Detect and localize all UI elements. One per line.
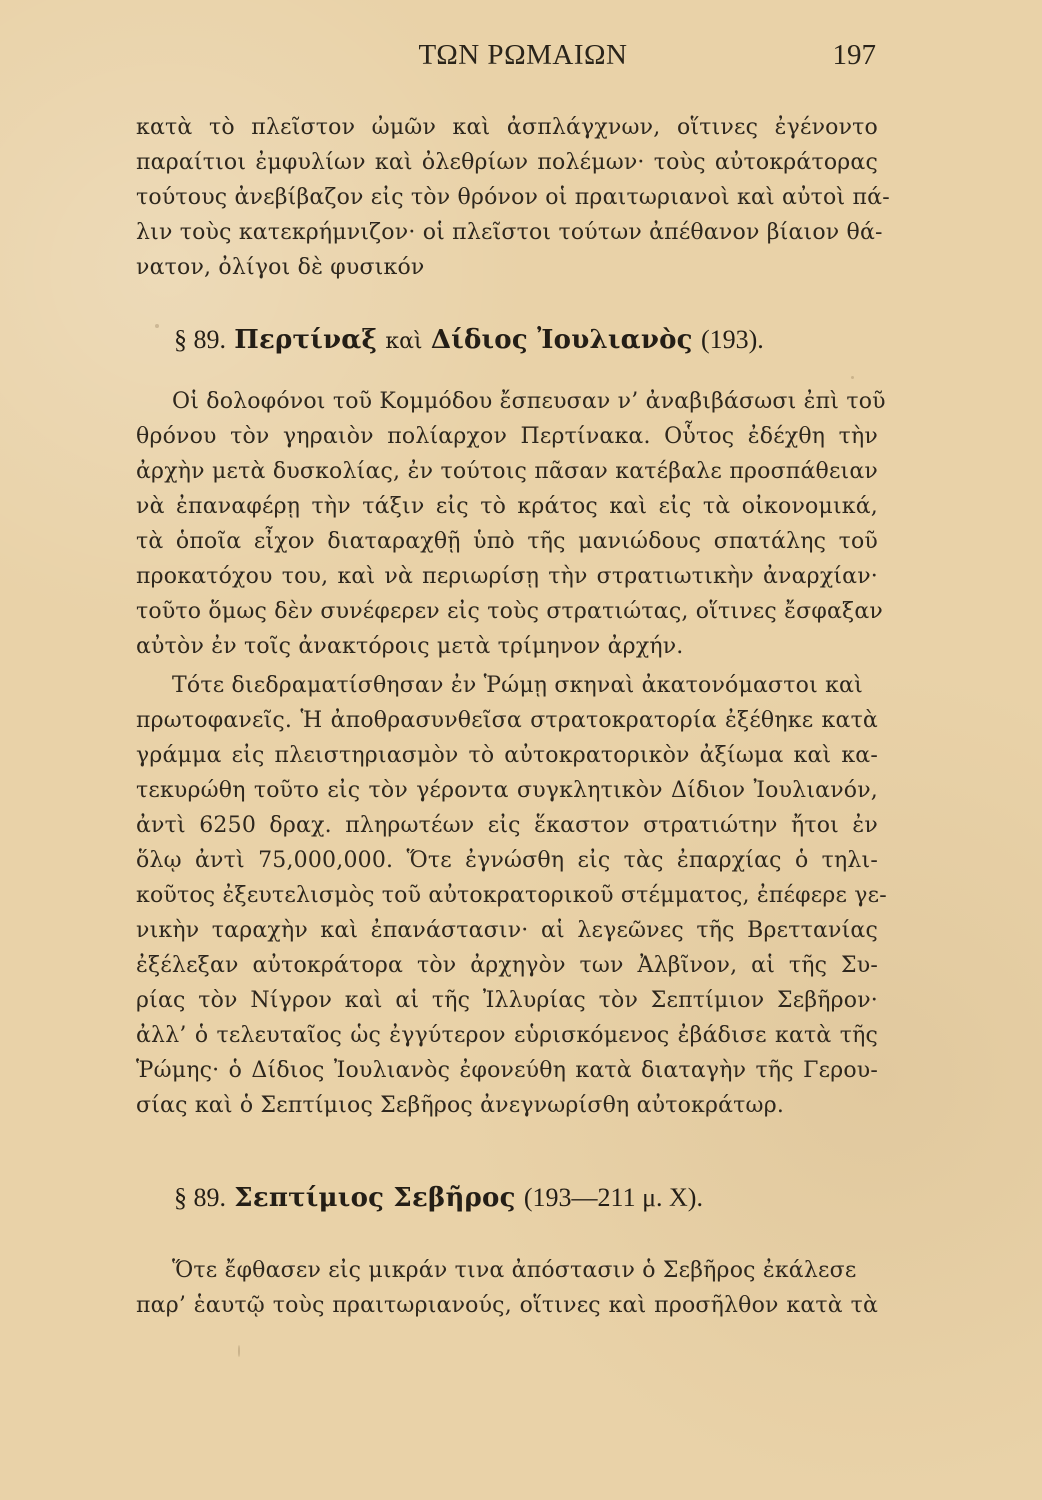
paragraph-1-line-4: λιν τοὺς κατεκρήμνιζον· οἱ πλεῖστοι τούτων ἀπέθανον βίαιον θά-: [136, 220, 883, 245]
section-number: § 89.: [174, 1183, 226, 1212]
paragraph-2-line-3: ἀρχὴν μετὰ δυσκολίας, ἐν τούτοις πᾶσαν κατέβαλε προσπάθειαν: [136, 459, 878, 484]
paragraph-3-line-7: κοῦτος ἐξευτελισμὸς τοῦ αὐτοκρατορικοῦ στέμματος, ἐπέφερε γε-: [136, 883, 887, 908]
paragraph-2-line-5: τὰ ὁποῖα εἶχον διαταραχθῇ ὑπὸ τῆς μανιώδους σπατάλης τοῦ: [136, 529, 878, 554]
paper-speck: [851, 376, 854, 379]
paragraph-1-line-5: νατον, ὀλίγοι δὲ φυσικόν: [136, 255, 425, 280]
paper-speck: [155, 324, 159, 328]
paragraph-3-line-1: Τότε διεδραματίσθησαν ἐν Ῥώμῃ σκηναὶ ἀκατονόμαστοι καὶ: [172, 673, 863, 698]
section-name-septimius-severus: Σεπτίμιος Σεβῆρος: [234, 1183, 516, 1213]
section-heading-pertinax: [174, 324, 764, 358]
paragraph-3-line-9: ἐξέλεξαν αὐτοκράτορα τὸν ἀρχηγὸν των Ἀλβῖνον, αἱ τῆς Συ-: [136, 953, 878, 978]
paragraph-3-line-8: νικὴν ταραχὴν καὶ ἐπανάστασιν· αἱ λεγεῶνες τῆς Βρεττανίας: [136, 918, 878, 943]
paragraph-3-line-2: πρωτοφανεῖς. Ἡ ἀποθρασυνθεῖσα στρατοκρατορία ἐξέθηκε κατὰ: [136, 708, 878, 733]
paper-mark: [238, 1345, 240, 1357]
paragraph-1-line-3: τούτους ἀνεβίβαζον εἰς τὸν θρόνον οἱ πραιτωριανοὶ καὶ αὐτοὶ πά-: [136, 185, 890, 210]
paragraph-2-line-4: νὰ ἐπαναφέρῃ τὴν τάξιν εἰς τὸ κράτος καὶ εἰς τὰ οἰκονομικά,: [136, 494, 878, 519]
paragraph-3-line-10: ρίας τὸν Νίγρον καὶ αἱ τῆς Ἰλλυρίας τὸν Σεπτίμιον Σεβῆρον·: [136, 988, 878, 1013]
section-name-pertinax: Περτίναξ: [234, 325, 378, 355]
paragraph-1-line-1: κατὰ τὸ πλεῖστον ὠμῶν καὶ ἀσπλάγχνων, οἵτινες ἐγένοντο: [136, 115, 878, 140]
paragraph-3-line-3: γράμμα εἰς πλειστηριασμὸν τὸ αὐτοκρατορικὸν ἀξίωμα καὶ κα-: [136, 743, 878, 768]
section-name-didius-julianus: Δίδιος Ἰουλιανὸς: [430, 325, 693, 355]
paragraph-3-line-13: σίας καὶ ὁ Σεπτίμιος Σεβῆρος ἀνεγνωρίσθη αὐτοκράτωρ.: [136, 1093, 785, 1118]
paragraph-2-line-6: προκατόχου του, καὶ νὰ περιωρίσῃ τὴν στρατιωτικὴν ἀναρχίαν·: [136, 564, 878, 589]
paragraph-3-line-4: τεκυρώθη τοῦτο εἰς τὸν γέροντα συγκλητικὸν Δίδιον Ἰουλιανόν,: [136, 778, 878, 803]
paragraph-2-line-1: Οἱ δολοφόνοι τοῦ Κομμόδου ἔσπευσαν ν’ ἀναβιβάσωσι ἐπὶ τοῦ: [172, 389, 886, 414]
paragraph-2-line-8: αὐτὸν ἐν τοῖς ἀνακτόροις μετὰ τρίμηνον ἀρχήν.: [136, 634, 684, 659]
section-heading-septimius-severus: [174, 1182, 703, 1214]
section-number: § 89.: [174, 325, 226, 354]
page-number: 197: [832, 39, 876, 71]
paragraph-2-line-7: τοῦτο ὅμως δὲν συνέφερεν εἰς τοὺς στρατιώτας, οἵτινες ἔσφαξαν: [136, 599, 883, 624]
paragraph-4-line-2: παρ’ ἑαυτῷ τοὺς πραιτωριανούς, οἵτινες καὶ προσῆλθον κατὰ τὰ: [136, 1293, 878, 1318]
paragraph-2-line-2: θρόνου τὸν γηραιὸν πολίαρχον Περτίνακα. Οὗτος ἐδέχθη τὴν: [136, 424, 878, 449]
section-conjunction: καὶ: [385, 329, 423, 354]
paragraph-3-line-12: Ῥώμης· ὁ Δίδιος Ἰουλιανὸς ἐφονεύθη κατὰ διαταγὴν τῆς Γερου-: [136, 1058, 878, 1083]
paragraph-4-line-1: Ὅτε ἔφθασεν εἰς μικράν τινα ἀπόστασιν ὁ Σεβῆρος ἐκάλεσε: [172, 1258, 857, 1283]
paragraph-3-line-5: ἀντὶ 6250 δραχ. πληρωτέων εἰς ἕκαστον στρατιώτην ἤτοι ἐν: [136, 813, 878, 838]
paragraph-3-line-6: ὅλῳ ἀντὶ 75,000,000. Ὅτε ἐγνώσθη εἰς τὰς ἐπαρχίας ὁ τηλι-: [136, 848, 878, 873]
running-header: ΤΩΝ ΡΩΜΑΙΩΝ: [418, 39, 628, 71]
section-date: (193—211 μ. Χ).: [523, 1183, 703, 1212]
paragraph-3-line-11: ἀλλ’ ὁ τελευταῖος ὡς ἐγγύτερον εὑρισκόμενος ἐβάδισε κατὰ τῆς: [136, 1023, 878, 1048]
paragraph-1-line-2: παραίτιοι ἐμφυλίων καὶ ὀλεθρίων πολέμων· τοὺς αὐτοκράτορας: [136, 150, 878, 175]
section-date: (193).: [700, 325, 764, 354]
